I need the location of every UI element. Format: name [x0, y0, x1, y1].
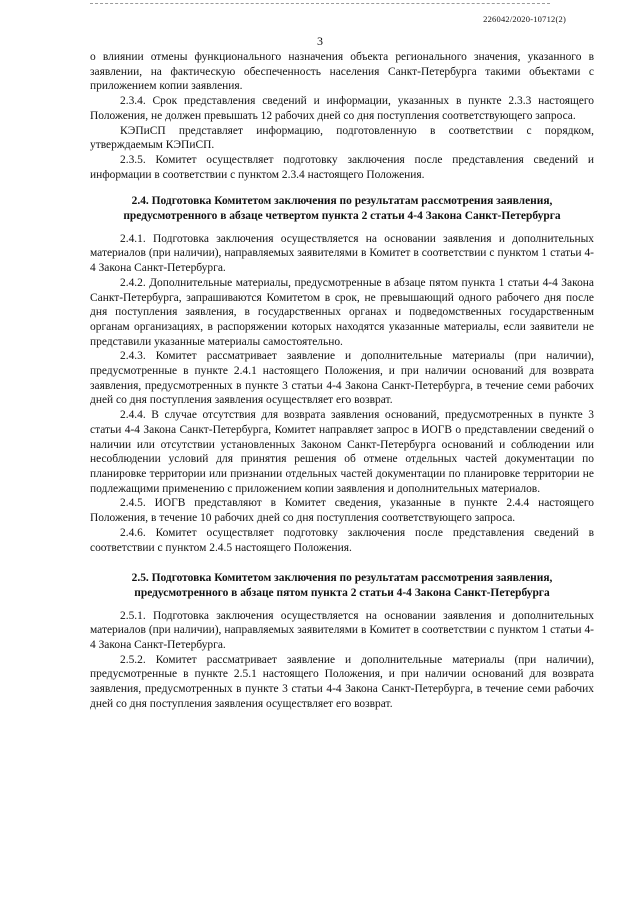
paragraph-2-3-5: 2.3.5. Комитет осуществляет подготовку заключения после представления сведений и информации в соответствии с пунктом 2.3.4 настоящего Положения. — [90, 153, 594, 181]
paragraph-2-5-1: 2.5.1. Подготовка заключения осуществляется на основании заявления и дополнительных материалов (при наличии), направляемых заявителями в Комитет в соответствии с пунктом 1 статьи 4-4 Закона Санкт-Петербурга. — [90, 609, 594, 652]
paragraph-2-3-4: 2.3.4. Срок представления сведений и информации, указанных в пункте 2.3.3 настоящего Положения, не должен превышать 12 рабочих дней со дня поступления соответствующего запроса. — [90, 95, 594, 122]
document-number: 226042/2020-10712(2) — [483, 14, 566, 24]
paragraph-continuation: о влиянии отмены функционального назначения объекта регионального значения, указанного в заявлении, на фактическую обеспеченность населения Санкт-Петербурга такими объектами с приложением копии заявления. — [90, 51, 594, 93]
paragraph-2-4-6: 2.4.6. Комитет осуществляет подготовку заключения после представления сведений в соответствии с пунктом 2.4.5 настоящего Положения. — [90, 526, 594, 554]
document-body — [90, 50, 594, 712]
paragraph-2-4-3: 2.4.3. Комитет рассматривает заявление и дополнительные материалы (при наличии), предусмотренные в пункте 2.4.1 настоящего Положения, и при наличии оснований для возврата заявления, предусмотренных в пункте 3 статьи 4-4 Закона Санкт-Петербурга, в течение семи рабочих дней со дня поступления заявления осуществляет его возврат. — [90, 350, 594, 407]
paragraph-2-4-5: 2.4.5. ИОГВ представляют в Комитет сведения, указанные в пункте 2.4.4 настоящего Положения, в течение 10 рабочих дней со дня поступления соответствующего запроса. — [90, 497, 594, 525]
paragraph-2-4-4: 2.4.4. В случае отсутствия для возврата заявления оснований, предусмотренных в пункте 3 статьи 4-4 Закона Санкт-Петербурга, Комитет направляет запрос в ИОГВ о представлении сведений о наличии или отсутствии установленных Законом Санкт-Петербурга оснований и соблюдении или несоблюдении условий для принятия решения об отмене отдельных частей документации по планировке территории или признании отдельных частей документации по планировке территории не подлежащими применению с приложением копии заявления и дополнительных материалов. — [90, 409, 594, 495]
section-heading-2-5-line2: предусмотренного в абзаце пятом пункта 2 статьи 4-4 Закона Санкт-Петербурга — [134, 586, 550, 599]
scan-top-edge — [90, 3, 550, 4]
paragraph-kepisp: КЭПиСП представляет информацию, подготовленную в соответствии с порядком, утверждаемым КЭПиСП. — [90, 124, 594, 152]
section-heading-2-4-line1: 2.4. Подготовка Комитетом заключения по результатам рассмотрения заявления, — [131, 195, 553, 208]
page-number: 3 — [317, 34, 323, 48]
section-heading-2-4 — [90, 194, 594, 223]
paragraph-2-5-2: 2.5.2. Комитет рассматривает заявление и дополнительные материалы (при наличии), предусмотренные в пункте 2.5.1 настоящего Положения, и при наличии оснований для возврата заявления, предусмотренных в пункте 3 статьи 4-4 Закона Санкт-Петербурга, в течение семи рабочих дней со дня поступления заявления осуществляет его возврат. — [90, 653, 594, 710]
section-heading-2-4-line2: предусмотренного в абзаце четвертом пункта 2 статьи 4-4 Закона Санкт-Петербурга — [123, 210, 561, 223]
paragraph-2-4-2: 2.4.2. Дополнительные материалы, предусмотренные в абзаце пятом пункта 1 статьи 4-4 Закона Санкт-Петербурга, запрашиваются Комитетом в срок, не превышающий одного рабочего дня после дня поступления заявления, в государственных органах и подведомственных государственным органам организациях, в распоряжении которых находятся указанные материалы, если заявители не представили указанные материалы самостоятельно. — [90, 276, 594, 348]
section-heading-2-5 — [90, 571, 594, 600]
paragraph-2-4-1: 2.4.1. Подготовка заключения осуществляется на основании заявления и дополнительных материалов (при наличии), направляемых заявителями в Комитет в соответствии с пунктом 1 статьи 4-4 Закона Санкт-Петербурга. — [90, 232, 594, 275]
section-heading-2-5-line1: 2.5. Подготовка Комитетом заключения по результатам рассмотрения заявления, — [131, 572, 553, 585]
